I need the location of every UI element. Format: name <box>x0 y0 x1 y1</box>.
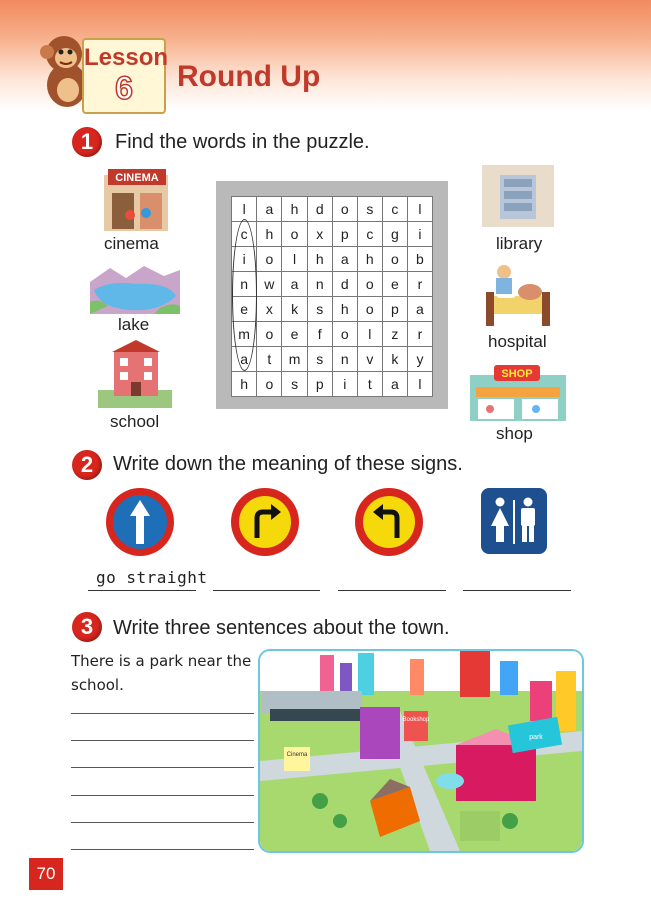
library-picture-icon <box>482 165 554 227</box>
lesson-word: Lesson <box>84 44 169 71</box>
puzzle-cell[interactable]: f <box>307 322 332 347</box>
section-3-number: 3 <box>72 612 102 642</box>
section-1-number: 1 <box>72 127 102 157</box>
toilet-sign-icon <box>481 488 547 554</box>
writing-line[interactable] <box>71 795 254 796</box>
puzzle-cell[interactable]: h <box>282 197 307 222</box>
label-school: school <box>110 412 160 431</box>
puzzle-row <box>232 347 433 372</box>
section-2-instruction: Write down the meaning of these signs. <box>113 453 463 475</box>
puzzle-cell[interactable]: o <box>357 297 382 322</box>
puzzle-cell[interactable]: k <box>382 347 407 372</box>
puzzle-cell[interactable]: c <box>382 197 407 222</box>
hospital-picture-icon <box>482 262 554 330</box>
puzzle-cell[interactable]: l <box>407 372 432 397</box>
puzzle-cell[interactable]: l <box>282 247 307 272</box>
puzzle-cell[interactable]: s <box>307 347 332 372</box>
cinema-sign-text: CINEMA <box>115 172 159 184</box>
section-2-number: 2 <box>72 450 102 480</box>
puzzle-row <box>232 297 433 322</box>
puzzle-cell[interactable]: o <box>282 222 307 247</box>
town-park-label: park <box>529 734 543 741</box>
puzzle-cell[interactable]: a <box>407 297 432 322</box>
example-answer: go straight <box>96 568 208 587</box>
lake-picture-icon <box>90 262 180 314</box>
label-shop: shop <box>496 424 533 443</box>
puzzle-cell[interactable]: l <box>232 197 257 222</box>
puzzle-row <box>232 272 433 297</box>
turn-left-sign-icon <box>353 486 425 558</box>
example-answer-oval <box>232 219 257 371</box>
puzzle-cell[interactable]: p <box>307 372 332 397</box>
puzzle-cell[interactable]: a <box>232 347 257 372</box>
section-3-instruction: Write three sentences about the town. <box>113 617 450 639</box>
label-hospital: hospital <box>488 332 547 351</box>
puzzle-cell[interactable]: c <box>357 222 382 247</box>
puzzle-cell[interactable]: d <box>307 197 332 222</box>
puzzle-cell[interactable]: a <box>332 247 357 272</box>
puzzle-cell[interactable]: m <box>232 322 257 347</box>
puzzle-cell[interactable]: x <box>307 222 332 247</box>
puzzle-cell[interactable]: n <box>332 347 357 372</box>
puzzle-cell[interactable]: i <box>407 222 432 247</box>
answer-line-2[interactable] <box>213 590 320 591</box>
puzzle-cell[interactable]: k <box>282 297 307 322</box>
turn-right-sign-icon <box>229 486 301 558</box>
school-picture-icon <box>98 338 172 408</box>
lesson-number: 6 <box>115 70 133 106</box>
writing-line[interactable] <box>71 767 254 768</box>
example-sentence-line-1: There is a park near the <box>71 652 252 670</box>
puzzle-cell[interactable]: c <box>232 222 257 247</box>
answer-line-1[interactable] <box>88 590 196 591</box>
puzzle-cell[interactable]: n <box>232 272 257 297</box>
label-lake: lake <box>118 315 150 334</box>
puzzle-cell[interactable]: h <box>257 222 282 247</box>
puzzle-row <box>232 197 433 222</box>
page-title: Round Up <box>177 60 321 93</box>
puzzle-cell[interactable]: l <box>407 197 432 222</box>
puzzle-cell[interactable]: o <box>257 322 282 347</box>
town-illustration-icon <box>260 651 582 851</box>
town-cinema-label: Cinema <box>286 752 308 758</box>
puzzle-cell[interactable]: n <box>307 272 332 297</box>
page-number: 70 <box>29 858 63 890</box>
puzzle-cell[interactable]: r <box>407 272 432 297</box>
straight-arrow-sign-icon <box>104 486 176 558</box>
puzzle-cell[interactable]: e <box>232 297 257 322</box>
puzzle-cell[interactable]: s <box>307 297 332 322</box>
shop-picture-icon <box>470 363 566 421</box>
puzzle-cell[interactable]: w <box>257 272 282 297</box>
puzzle-cell[interactable]: l <box>357 322 382 347</box>
puzzle-cell[interactable]: p <box>332 222 357 247</box>
answer-line-4[interactable] <box>463 590 571 591</box>
puzzle-cell[interactable]: p <box>382 297 407 322</box>
writing-line[interactable] <box>71 849 254 850</box>
puzzle-cell[interactable]: t <box>257 347 282 372</box>
puzzle-cell[interactable]: o <box>332 322 357 347</box>
puzzle-cell[interactable]: a <box>257 197 282 222</box>
puzzle-row <box>232 372 433 397</box>
writing-line[interactable] <box>71 713 254 714</box>
label-cinema: cinema <box>104 234 159 253</box>
puzzle-cell[interactable]: i <box>232 247 257 272</box>
puzzle-cell[interactable]: z <box>382 322 407 347</box>
answer-line-3[interactable] <box>338 590 446 591</box>
puzzle-cell[interactable]: b <box>407 247 432 272</box>
puzzle-cell[interactable]: o <box>357 272 382 297</box>
puzzle-cell[interactable]: h <box>307 247 332 272</box>
puzzle-row <box>232 247 433 272</box>
puzzle-cell[interactable]: d <box>332 272 357 297</box>
puzzle-cell[interactable]: o <box>382 247 407 272</box>
puzzle-cell[interactable]: s <box>357 197 382 222</box>
town-bookshop-label: Bookshop <box>402 717 430 723</box>
puzzle-cell[interactable]: a <box>382 372 407 397</box>
writing-line[interactable] <box>71 822 254 823</box>
puzzle-cell[interactable]: r <box>407 322 432 347</box>
puzzle-cell[interactable]: y <box>407 347 432 372</box>
word-puzzle <box>231 196 433 397</box>
puzzle-cell[interactable]: e <box>382 272 407 297</box>
label-library: library <box>496 234 543 253</box>
puzzle-cell[interactable]: h <box>357 247 382 272</box>
puzzle-row <box>232 222 433 247</box>
puzzle-row <box>232 322 433 347</box>
cinema-picture-icon <box>100 165 172 233</box>
puzzle-cell[interactable]: e <box>282 322 307 347</box>
shop-sign-text: SHOP <box>501 368 533 380</box>
puzzle-cell[interactable]: v <box>357 347 382 372</box>
example-sentence-line-2: school. <box>71 676 124 694</box>
puzzle-cell[interactable]: o <box>257 372 282 397</box>
puzzle-cell[interactable]: o <box>332 197 357 222</box>
writing-line[interactable] <box>71 740 254 741</box>
section-1-instruction: Find the words in the puzzle. <box>115 131 370 153</box>
lesson-badge <box>82 38 169 114</box>
puzzle-cell[interactable]: o <box>257 247 282 272</box>
puzzle-cell[interactable]: g <box>382 222 407 247</box>
town-picture <box>258 649 584 853</box>
puzzle-cell[interactable]: t <box>357 372 382 397</box>
puzzle-cell[interactable]: h <box>232 372 257 397</box>
puzzle-cell[interactable]: i <box>332 372 357 397</box>
puzzle-cell[interactable]: a <box>282 272 307 297</box>
puzzle-cell[interactable]: m <box>282 347 307 372</box>
puzzle-cell[interactable]: s <box>282 372 307 397</box>
puzzle-cell[interactable]: x <box>257 297 282 322</box>
puzzle-cell[interactable]: h <box>332 297 357 322</box>
